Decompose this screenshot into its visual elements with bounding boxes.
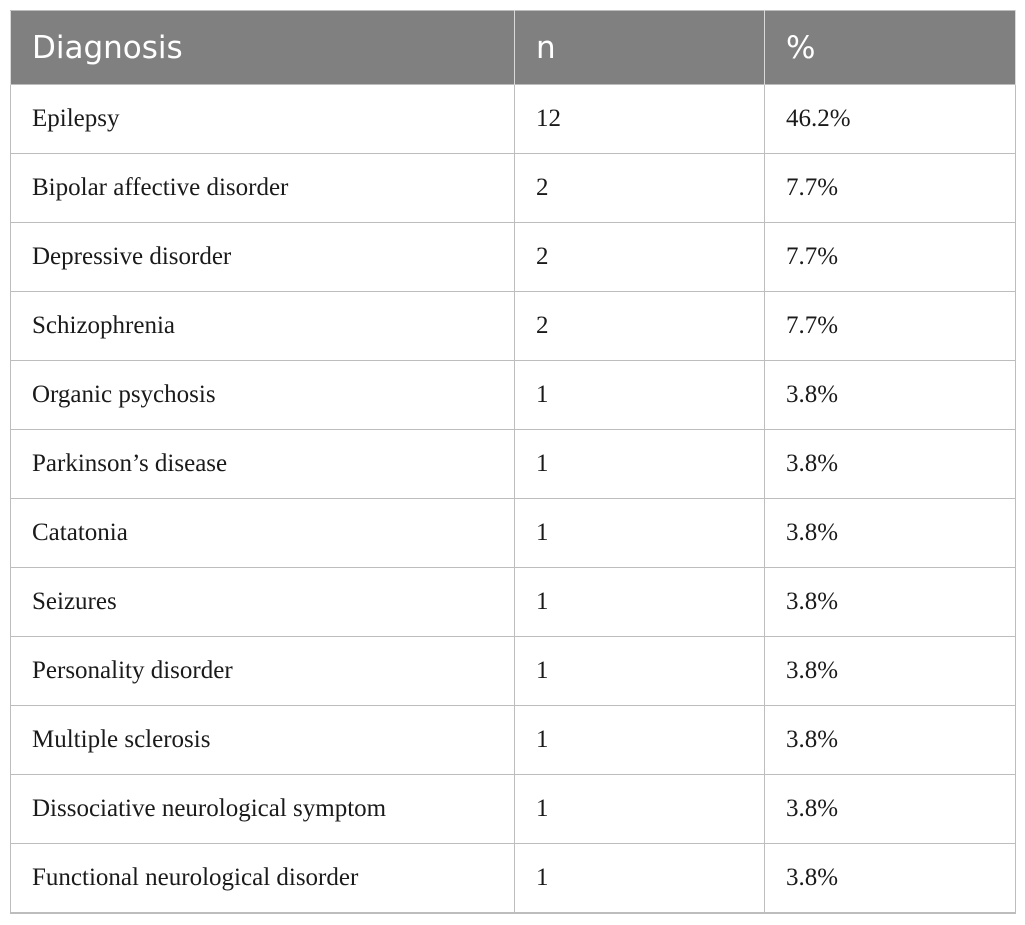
table-body [11, 85, 1016, 913]
header-n: n [515, 11, 765, 85]
cell-diagnosis: Seizures [11, 568, 515, 637]
cell-n: 12 [515, 85, 765, 154]
table-row [11, 637, 1016, 706]
cell-percent: 3.8% [765, 844, 1016, 913]
table-row [11, 430, 1016, 499]
cell-diagnosis: Bipolar affective disorder [11, 154, 515, 223]
table-row [11, 85, 1016, 154]
cell-n: 2 [515, 223, 765, 292]
table-row [11, 223, 1016, 292]
table-row [11, 844, 1016, 913]
cell-percent: 3.8% [765, 361, 1016, 430]
cell-n: 1 [515, 637, 765, 706]
header-row [11, 11, 1016, 85]
table-row [11, 706, 1016, 775]
cell-diagnosis: Catatonia [11, 499, 515, 568]
table-row [11, 292, 1016, 361]
cell-n: 1 [515, 361, 765, 430]
cell-percent: 3.8% [765, 430, 1016, 499]
cell-percent: 7.7% [765, 223, 1016, 292]
diagnosis-table [10, 10, 1016, 914]
table-row [11, 775, 1016, 844]
table-row [11, 361, 1016, 430]
table-row [11, 154, 1016, 223]
cell-n: 1 [515, 499, 765, 568]
cell-percent: 3.8% [765, 568, 1016, 637]
cell-n: 1 [515, 775, 765, 844]
cell-percent: 3.8% [765, 706, 1016, 775]
cell-diagnosis: Depressive disorder [11, 223, 515, 292]
table-row [11, 499, 1016, 568]
cell-percent: 3.8% [765, 499, 1016, 568]
cell-n: 2 [515, 292, 765, 361]
cell-diagnosis: Organic psychosis [11, 361, 515, 430]
header-percent: % [765, 11, 1016, 85]
cell-diagnosis: Schizophrenia [11, 292, 515, 361]
cell-n: 1 [515, 844, 765, 913]
table-row [11, 568, 1016, 637]
cell-n: 1 [515, 706, 765, 775]
cell-percent: 3.8% [765, 637, 1016, 706]
cell-percent: 7.7% [765, 292, 1016, 361]
cell-percent: 7.7% [765, 154, 1016, 223]
cell-diagnosis: Personality disorder [11, 637, 515, 706]
cell-diagnosis: Parkinson’s disease [11, 430, 515, 499]
cell-n: 2 [515, 154, 765, 223]
cell-diagnosis: Functional neurological disorder [11, 844, 515, 913]
cell-percent: 46.2% [765, 85, 1016, 154]
cell-diagnosis: Dissociative neurological symptom [11, 775, 515, 844]
cell-n: 1 [515, 568, 765, 637]
cell-percent: 3.8% [765, 775, 1016, 844]
cell-diagnosis: Multiple sclerosis [11, 706, 515, 775]
table-header [11, 11, 1016, 85]
cell-diagnosis: Epilepsy [11, 85, 515, 154]
diagnosis-table-container [10, 10, 1015, 914]
header-diagnosis: Diagnosis [11, 11, 515, 85]
cell-n: 1 [515, 430, 765, 499]
